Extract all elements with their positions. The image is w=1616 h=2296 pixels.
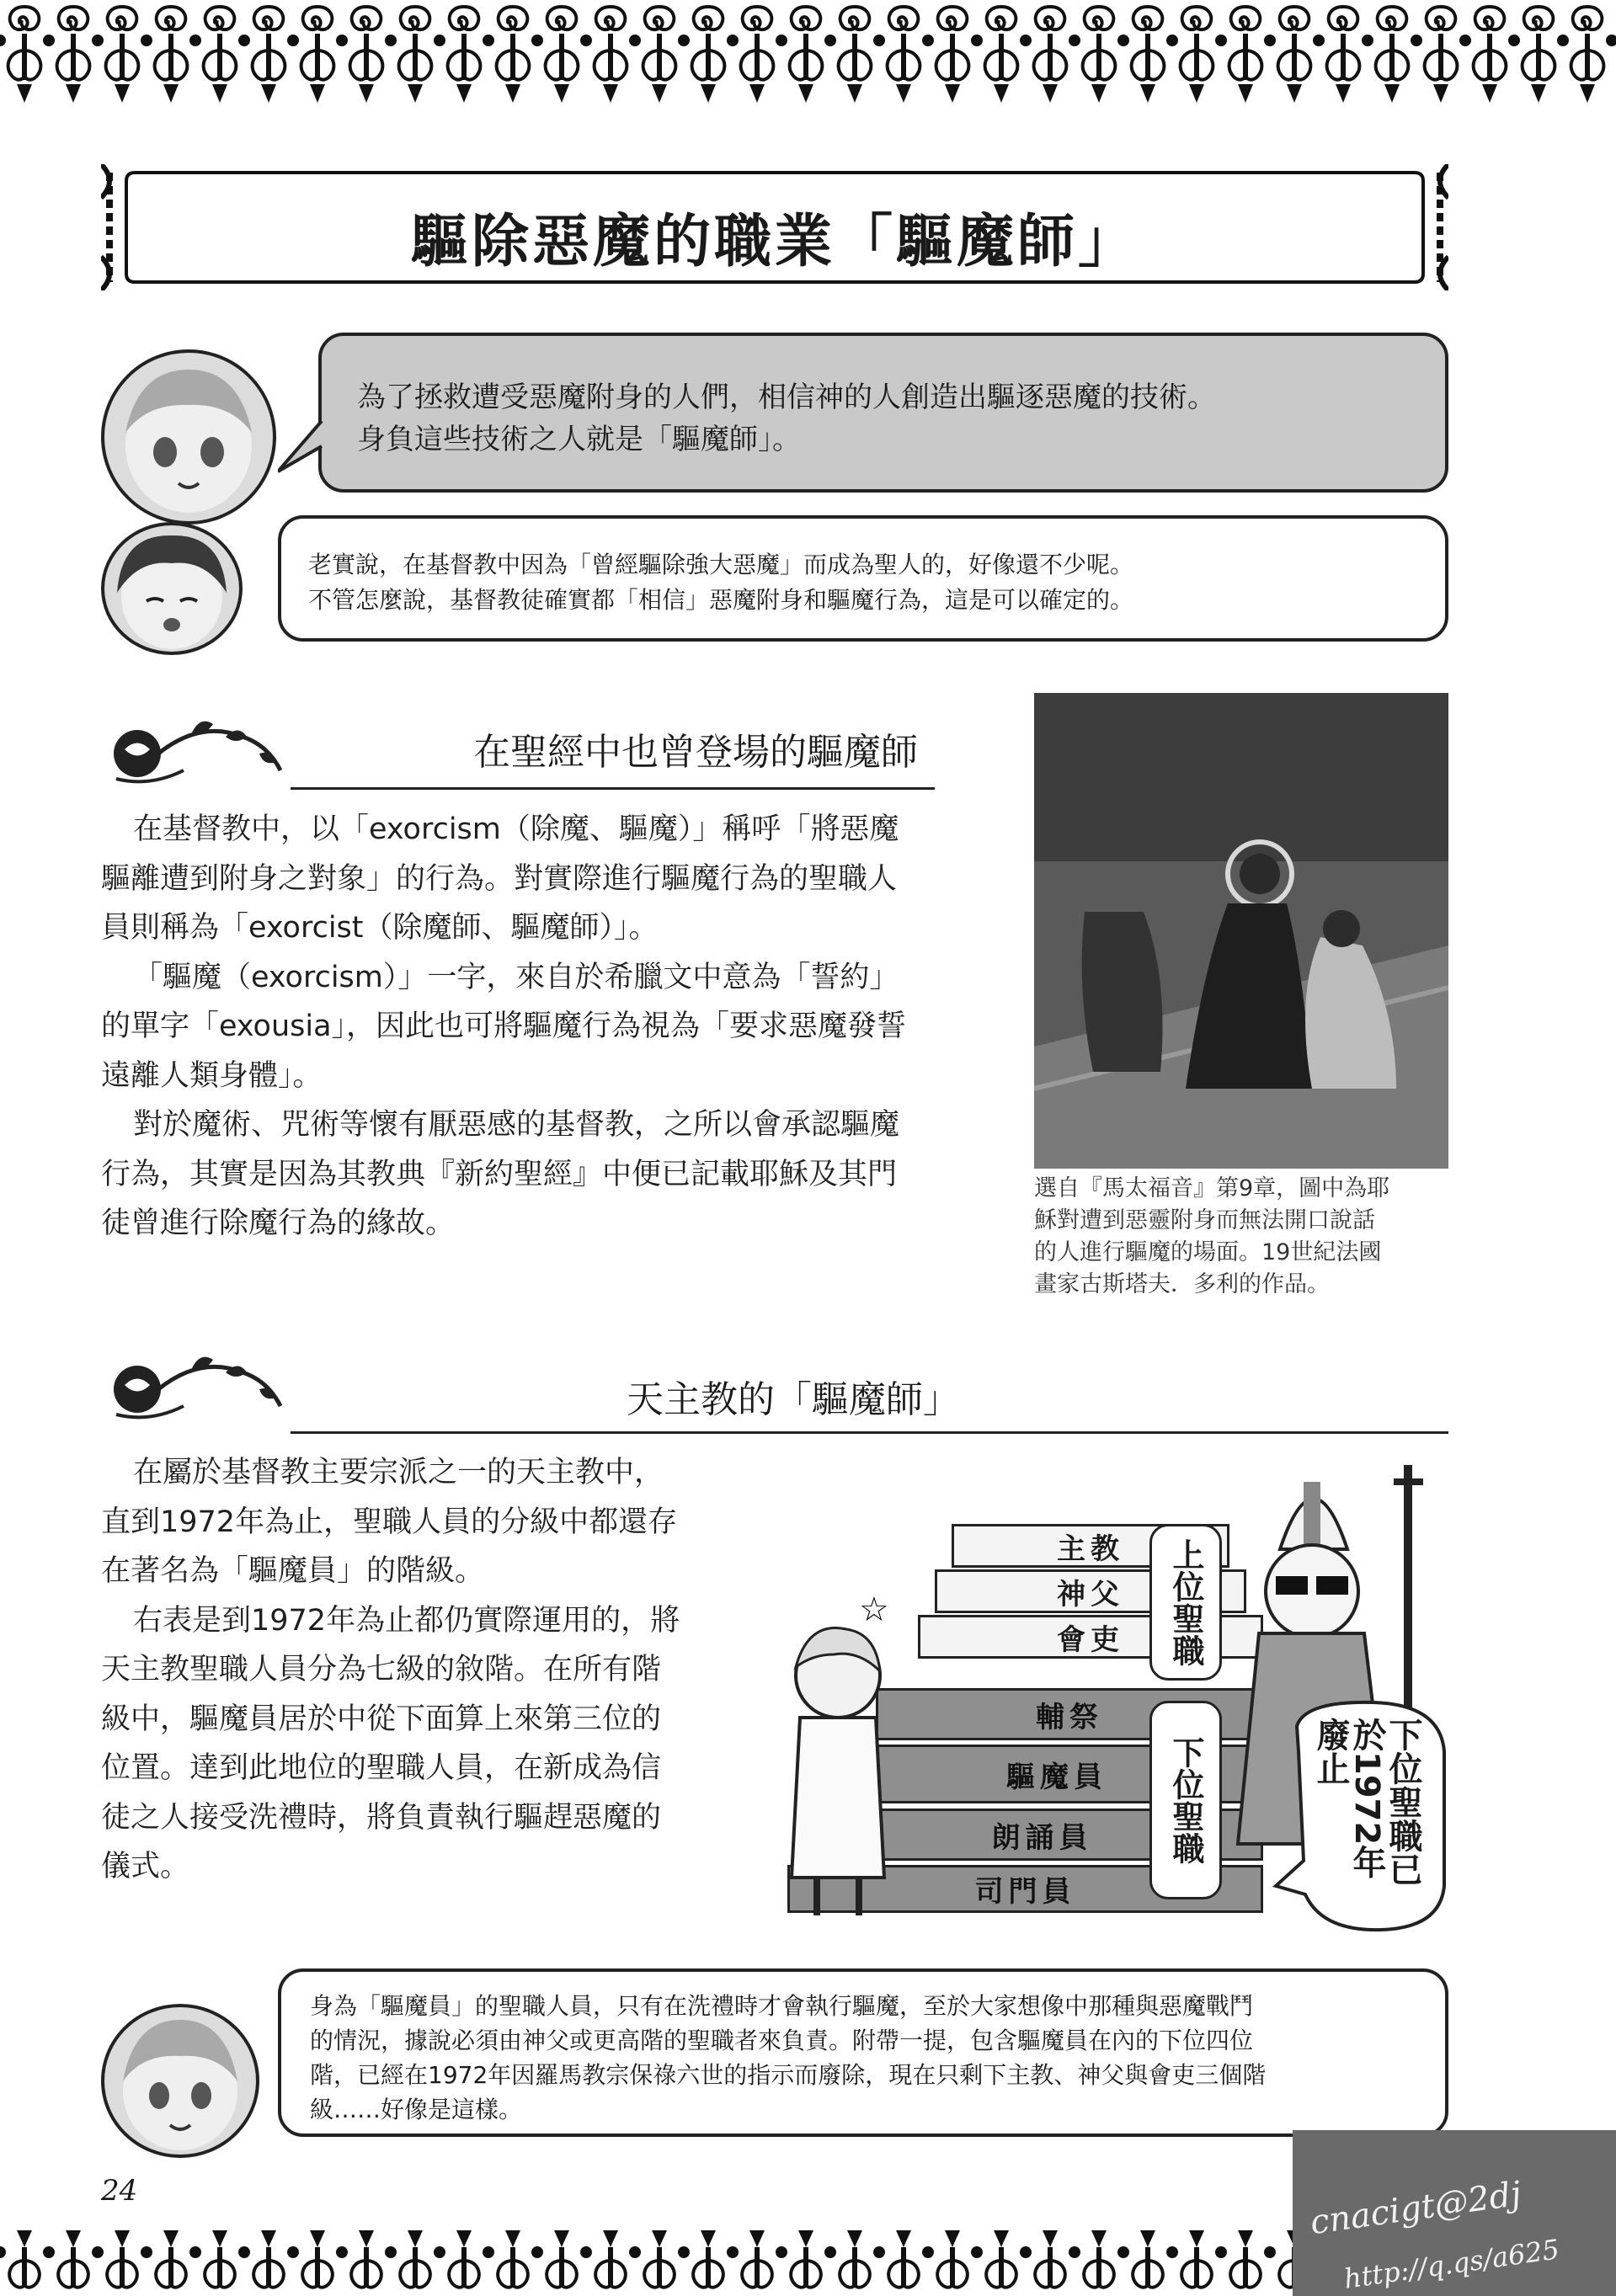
dialog-2-line-2: 不管怎麼說，基督教徒確實都「相信」惡魔附身和驅魔行為，這是可以確定的。 [308,586,1134,614]
s1-line-6: 遠離人類身體」。 [101,1058,323,1093]
dialog-bubble-1 [318,333,1448,493]
dialog-1-line-1: 為了拯救遭受惡魔附身的人們，相信神的人創造出驅逐惡魔的技術。 [357,381,1216,414]
s2-line-1: 在屬於基督教主要宗派之一的天主教中， [133,1456,664,1489]
caption-line-1: 選自『馬太福音』第9章，圖中為耶 [1034,1175,1390,1201]
section-1-body [101,805,1011,1249]
dialog-bubble-3 [278,1968,1448,2137]
svg-text:☆: ☆ [859,1590,889,1629]
watermark-text-1: cnacigt@2dj [1308,2174,1524,2243]
s2-line-3: 在著名為「驅魔員」的階級。 [101,1554,485,1588]
title-frame [101,164,1448,290]
s1-line-5: 的單字「exousia」，因此也可將驅魔行為視為「要求惡魔發誓 [101,1009,907,1043]
tier-porter: 司門員 [787,1865,1263,1913]
engraving-jesus-exorcism-image [1034,693,1448,1169]
dialog-2-line-1: 老實說，在基督教中因為「曾經驅除強大惡魔」而成為聖人的，好像還不少呢。 [308,551,1134,578]
s2-line-5: 天主教聖職人員分為七級的敘階。在所有階 [101,1653,662,1686]
s1-line-9: 徒曾進行除魔行為的緣故。 [101,1207,456,1240]
caption-line-2: 穌對遭到惡靈附身而無法開口說話 [1034,1207,1375,1233]
caption-line-3: 的人進行驅魔的場面。19世紀法國 [1034,1239,1382,1265]
s2-line-7: 位置。達到此地位的聖職人員，在新成為信 [101,1751,662,1785]
s1-line-4: 「驅魔（exorcism）」一字，來自於希臘文中意為「誓約」 [133,960,899,994]
note-line-2: 於1972年 [1347,1718,1386,1879]
tier-deacon: 會吏 [918,1615,1263,1659]
image-caption [1034,1173,1455,1301]
character-boy-illustration [766,1583,893,1920]
tier-lector: 朗誦員 [821,1809,1263,1861]
section-2-body [101,1448,766,1892]
s2-line-8: 徒之人接受洗禮時，將負責執行驅趕惡魔的 [101,1800,662,1835]
tier-exorcist: 驅魔員 [851,1745,1263,1803]
caption-line-4: 畫家古斯塔夫．多利的作品。 [1034,1271,1330,1297]
s1-line-7: 對於魔術、咒術等懷有厭惡感的基督教，之所以會承認驅魔 [133,1108,900,1142]
s1-line-2: 驅離遭到附身之對象」的行為。對實際進行驅魔行為的聖職人 [101,861,898,896]
rose-ornament-2 [99,1339,293,1431]
dialog-3-line-2: 的情況，據說必須由神父或更高階的聖職者來負責。附帶一提，包含驅魔員在內的下位四位 [310,2027,1254,2054]
avatar-girl-dark-hair [101,522,243,655]
s1-line-1: 在基督教中，以「exorcism（除魔、驅魔）」稱呼「將惡魔 [133,812,899,846]
dialog-3-line-1: 身為「驅魔員」的聖職人員，只有在洗禮時才會執行驅魔，至於大家想像中那種與惡魔戰鬥 [310,1992,1254,2020]
dialog-3-line-3: 階，已經在1972年因羅馬教宗保祿六世的指示而廢除，現在只剩下主教、神父與會吏三個階 [310,2061,1267,2089]
s2-line-9: 儀式。 [101,1850,190,1883]
avatar-girl-happy [101,349,276,525]
section-2-heading: 天主教的「驅魔師」 [627,1378,960,1421]
s2-line-6: 級中，驅魔員居於中從下面算上來第三位的 [101,1702,662,1736]
bubble-1-tail [278,421,328,480]
dialog-bubble-2 [278,515,1448,642]
top-ornament-border [0,0,1616,105]
s2-line-4: 右表是到1972年為止都仍實際運用的，將 [133,1603,680,1638]
tier-bishop: 主教 [952,1524,1229,1568]
note-line-1: 下位聖職已 [1384,1718,1422,1886]
upper-clergy-label: 上位聖職 [1149,1524,1222,1681]
lower-clergy-label: 下位聖職 [1149,1701,1222,1899]
section-2-rule [291,1431,1448,1434]
rose-ornament-1 [99,703,293,796]
s1-line-3: 員則稱為「exorcist（除魔師、驅魔師）」。 [101,911,659,945]
note-line-3: 廢止 [1311,1718,1350,1785]
section-1-heading: 在聖經中也曾登場的驅魔師 [473,731,918,774]
watermark-text-2: http://q.qs/a625 [1341,2233,1562,2295]
s1-line-8: 行為，其實是因為其教典『新約聖經』中便已記載耶穌及其門 [101,1157,898,1191]
tier-priest: 神父 [935,1569,1246,1613]
watermark-overlay [1293,2130,1616,2296]
dialog-1-line-2: 身負這些技術之人就是「驅魔師」。 [357,423,801,456]
s2-line-2: 直到1972年為止，聖職人員的分級中都還存 [101,1505,678,1539]
page-number: 24 [101,2174,138,2208]
avatar-girl-smiling [101,2004,259,2158]
tier-subdeacon: 輔祭 [876,1688,1263,1740]
dialog-3-line-4: 級……好像是這樣。 [310,2096,523,2123]
page-title: 驅除惡魔的職業「驅魔師」 [410,209,1139,275]
section-1-rule [291,787,935,790]
